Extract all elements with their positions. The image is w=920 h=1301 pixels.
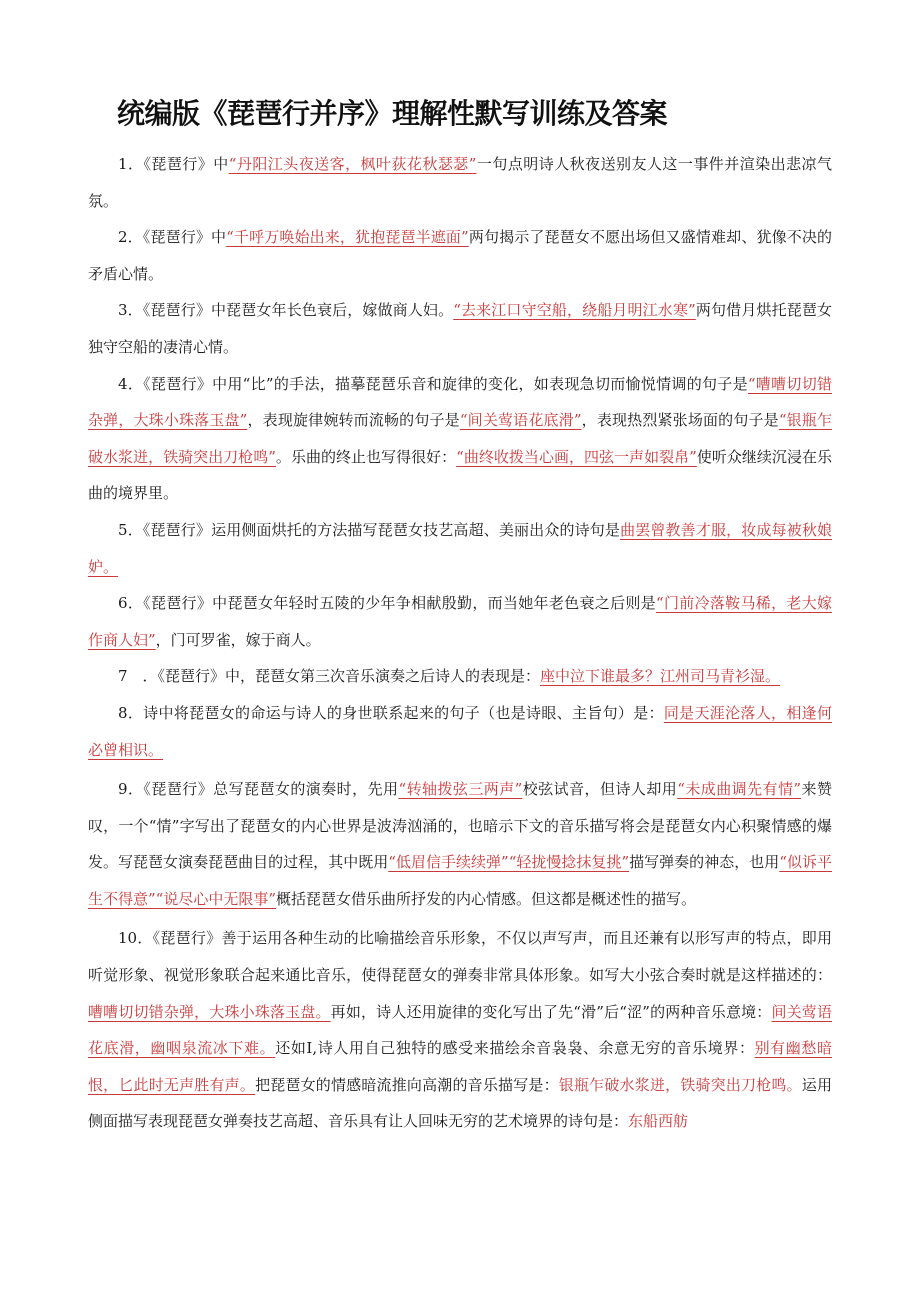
question-6	[88, 585, 832, 658]
question-10	[88, 920, 832, 1140]
answer-text: 间关莺语花底滑，幽咽泉流冰下难。	[88, 1002, 832, 1058]
question-text: 概括琵琶女借乐曲所抒发的内心情感。但这都是概述性的描写。	[276, 889, 697, 908]
question-text: 一句点明诗人秋夜送别友人这一事件并渲染出悲凉气氛。	[88, 155, 833, 210]
question-text: 6．《琵琶行》中琵琶女年轻时五陵的少年争相献殷勤，而当她年老色衰之后则是	[118, 594, 656, 613]
question-text: 运用侧面描写表现琵琶女弹奏技艺高超、音乐具有让人回味无穷的艺术境界的诗句是：	[88, 1075, 832, 1131]
question-text: 5．《琵琶行》运用侧面烘托的方法描写琵琶女技艺高超、美丽出众的诗句是	[118, 520, 621, 539]
answer-text: “未成曲调先有情”	[677, 780, 802, 799]
answer-text: “似诉平生不得意”	[88, 853, 832, 908]
question-3	[88, 292, 832, 365]
document-title: 统编版《琵琶行并序》理解性默写训练及答案	[117, 97, 668, 130]
answer-text: 东船西舫	[628, 1112, 689, 1131]
answer-text: “转轴拨弦三两声”	[398, 780, 523, 799]
question-text: 3．《琵琶行》中琵琶女年长色衰后，嫁做商人妇。	[118, 301, 454, 320]
answer-text: 别有幽愁暗恨，匕此时无声胜有声。	[88, 1039, 832, 1094]
question-2	[88, 219, 832, 292]
question-1	[88, 146, 832, 219]
question-text: 2．《琵琶行》中	[118, 228, 227, 247]
answer-text: “间关莺语花底滑”	[459, 411, 582, 430]
question-8	[88, 695, 832, 768]
answer-text: “曲终收拨当心画，四弦一声如裂帛”	[456, 447, 697, 466]
answer-text: 银瓶乍破水浆迸，铁骑突出刀枪鸣。	[558, 1075, 802, 1094]
answer-text: “丹阳江头夜送客，枫叶荻花秋瑟瑟”	[228, 155, 477, 173]
question-text: 描写弹奏的神态，也用	[629, 853, 780, 872]
answer-text: “轻拢慢捻抹复挑”	[508, 853, 630, 872]
question-text: 还如I,诗人用自己独特的感受来描绘余音袅袅、余意无穷的音乐境界：	[275, 1039, 755, 1058]
question-text: 使听众继续沉浸在乐曲的境界里。	[88, 447, 832, 503]
question-text: 8．诗中将琵琶女的命运与诗人的身世联系起来的句子（也是诗眼、主旨句）是：	[118, 703, 664, 722]
question-text: 。乐曲的终止也写得很好：	[275, 447, 457, 466]
question-text: 1．《琵琶行》中	[118, 155, 229, 173]
question-text: ，表现旋律婉转而流畅的句子是	[247, 411, 460, 430]
question-4	[88, 366, 832, 512]
answer-text: 座中泣下谁最多？江州司马青衫湿。	[540, 667, 781, 686]
question-text: ，表现热烈紧张场面的句子是	[581, 411, 779, 430]
question-text: 把琵琶女的情感暗流推向高潮的音乐描写是：	[255, 1075, 559, 1094]
answer-text: 曲罢曾教善才服，妆成每被秋娘妒。	[88, 520, 832, 576]
answer-text: “低眉信手续续弹”	[388, 853, 509, 872]
answer-text: 嘈嘈切切错杂弹，大珠小珠落玉盘。	[88, 1002, 331, 1021]
question-7	[88, 658, 832, 695]
answer-text: “去来江口守空船，绕船月明江水寒”	[453, 301, 696, 320]
document-body	[88, 146, 832, 1140]
question-text: 两句借月烘托琵琶女独守空船的凄清心情。	[88, 301, 833, 356]
question-text: 10．《琵琶行》善于运用各种生动的比喻描绘音乐形象，不仅以声写声，而且还兼有以形写声的特点，即用听觉形象、视觉形象联合起来通比音乐，使得琵琶女的弹奏非常具体形象。如写大小弦合奏时就是这样描述的：	[88, 929, 832, 985]
answer-text: 同是天涯沦落人，相逢何必曾相识。	[88, 703, 832, 759]
answer-text: “银瓶乍破水浆迸，铁骑突出刀枪鸣”	[88, 411, 832, 466]
question-text: 再如，诗人还用旋律的变化写出了先“滑”后“涩”的两种音乐意境：	[330, 1002, 772, 1021]
question-text: 校弦试音，但诗人却用	[522, 780, 678, 799]
answer-text: “千呼万唤始出来，犹抱琵琶半遮面”	[226, 228, 469, 247]
answer-text: “嘈嘈切切错杂弹，大珠小珠落玉盘”	[88, 374, 832, 430]
answer-text: “说尽心中无限事”	[155, 889, 277, 908]
question-5	[88, 512, 832, 585]
answer-text: “门前冷落鞍马稀，老大嫁作商人妇”	[88, 594, 832, 649]
question-9	[88, 771, 832, 917]
question-text: 来赞叹，一个“情”字写出了琵琶女的内心世界是波涛汹涌的，也暗示下文的音乐描写将会是琵琶女内心积聚情感的爆发。写琵琶女演奏琵琶曲目的过程，其中既用	[88, 780, 832, 872]
question-text: 9．《琵琶行》总写琵琶女的演奏时，先用	[118, 780, 399, 799]
question-text: 7 ．《琵琶行》中，琵琶女第三次音乐演奏之后诗人的表现是：	[118, 667, 541, 686]
question-text: ，门可罗雀，嫁于商人。	[155, 630, 321, 649]
question-text: 两句揭示了琵琶女不愿出场但又盛情难却、犹像不决的矛盾心情。	[88, 228, 833, 283]
question-text: 4．《琵琶行》中用“比”的手法，描摹琵琶乐音和旋律的变化，如表现急切而愉悦情调的句子是	[118, 374, 748, 393]
